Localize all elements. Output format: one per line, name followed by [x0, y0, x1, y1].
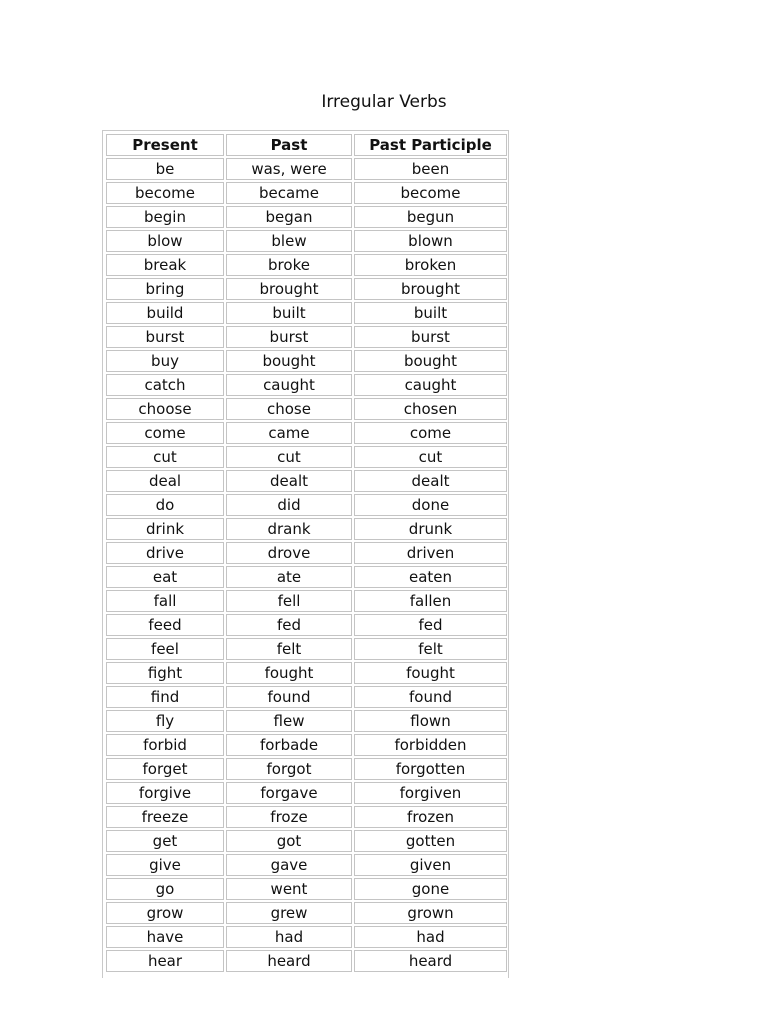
cell-present: feel: [106, 638, 224, 660]
cell-past-participle: gone: [354, 878, 507, 900]
cell-past: cut: [226, 446, 352, 468]
cell-present: give: [106, 854, 224, 876]
table-row: [106, 446, 507, 468]
column-header-present: Present: [106, 134, 224, 156]
page-title: Irregular Verbs: [321, 92, 447, 112]
cell-present: hear: [106, 950, 224, 972]
cell-past: fought: [226, 662, 352, 684]
table-row: [106, 206, 507, 228]
cell-present: begin: [106, 206, 224, 228]
table-row: [106, 758, 507, 780]
table-row: [106, 398, 507, 420]
table-row: [106, 686, 507, 708]
verbs-table: [104, 132, 509, 974]
cell-present: come: [106, 422, 224, 444]
cell-past: drank: [226, 518, 352, 540]
cell-present: become: [106, 182, 224, 204]
cell-present: find: [106, 686, 224, 708]
table-row: [106, 326, 507, 348]
cell-past-participle: forbidden: [354, 734, 507, 756]
cell-past: found: [226, 686, 352, 708]
cell-past: heard: [226, 950, 352, 972]
cell-past-participle: frozen: [354, 806, 507, 828]
table-row: [106, 710, 507, 732]
cell-past: brought: [226, 278, 352, 300]
cell-past-participle: blown: [354, 230, 507, 252]
cell-past: built: [226, 302, 352, 324]
table-row: [106, 230, 507, 252]
table-row: [106, 158, 507, 180]
cell-past-participle: done: [354, 494, 507, 516]
cell-past-participle: felt: [354, 638, 507, 660]
cell-present: eat: [106, 566, 224, 588]
cell-past-participle: become: [354, 182, 507, 204]
cell-present: fly: [106, 710, 224, 732]
cell-present: do: [106, 494, 224, 516]
cell-past: grew: [226, 902, 352, 924]
cell-past-participle: had: [354, 926, 507, 948]
column-header-past: Past: [226, 134, 352, 156]
cell-past-participle: burst: [354, 326, 507, 348]
cell-present: catch: [106, 374, 224, 396]
cell-present: get: [106, 830, 224, 852]
table-row: [106, 254, 507, 276]
cell-past-participle: chosen: [354, 398, 507, 420]
cell-past: ate: [226, 566, 352, 588]
cell-present: build: [106, 302, 224, 324]
cell-past: forgot: [226, 758, 352, 780]
cell-past: bought: [226, 350, 352, 372]
table-row: [106, 518, 507, 540]
table-row: [106, 470, 507, 492]
cell-past: did: [226, 494, 352, 516]
cell-past-participle: given: [354, 854, 507, 876]
cell-past-participle: heard: [354, 950, 507, 972]
table-row: [106, 494, 507, 516]
cell-past-participle: drunk: [354, 518, 507, 540]
cell-past-participle: been: [354, 158, 507, 180]
cell-past-participle: brought: [354, 278, 507, 300]
table-row: [106, 302, 507, 324]
cell-past: gave: [226, 854, 352, 876]
cell-past: got: [226, 830, 352, 852]
cell-present: drive: [106, 542, 224, 564]
cell-present: buy: [106, 350, 224, 372]
table-row: [106, 638, 507, 660]
table-row: [106, 782, 507, 804]
cell-past: came: [226, 422, 352, 444]
cell-past-participle: begun: [354, 206, 507, 228]
cell-present: be: [106, 158, 224, 180]
cell-past-participle: fought: [354, 662, 507, 684]
cell-past-participle: eaten: [354, 566, 507, 588]
table-row: [106, 878, 507, 900]
cell-present: forget: [106, 758, 224, 780]
cell-present: bring: [106, 278, 224, 300]
table-row: [106, 350, 507, 372]
cell-past: fell: [226, 590, 352, 612]
cell-past: dealt: [226, 470, 352, 492]
table-row: [106, 854, 507, 876]
cell-past-participle: found: [354, 686, 507, 708]
cell-past-participle: cut: [354, 446, 507, 468]
cell-past-participle: forgiven: [354, 782, 507, 804]
table-header-row: [106, 134, 507, 156]
cell-past: became: [226, 182, 352, 204]
cell-present: blow: [106, 230, 224, 252]
cell-present: burst: [106, 326, 224, 348]
table-row: [106, 566, 507, 588]
cell-past: froze: [226, 806, 352, 828]
cell-past-participle: built: [354, 302, 507, 324]
table-row: [106, 590, 507, 612]
cell-present: cut: [106, 446, 224, 468]
cell-present: break: [106, 254, 224, 276]
cell-past: was, were: [226, 158, 352, 180]
cell-past-participle: grown: [354, 902, 507, 924]
cell-present: grow: [106, 902, 224, 924]
table-row: [106, 950, 507, 972]
table-row: [106, 614, 507, 636]
cell-past: forbade: [226, 734, 352, 756]
cell-past-participle: dealt: [354, 470, 507, 492]
cell-past-participle: gotten: [354, 830, 507, 852]
cell-past: broke: [226, 254, 352, 276]
cell-past: went: [226, 878, 352, 900]
table-row: [106, 422, 507, 444]
cell-present: freeze: [106, 806, 224, 828]
cell-past-participle: come: [354, 422, 507, 444]
cell-past-participle: flown: [354, 710, 507, 732]
cell-past-participle: fallen: [354, 590, 507, 612]
cell-past: burst: [226, 326, 352, 348]
cell-past: caught: [226, 374, 352, 396]
cell-past: fed: [226, 614, 352, 636]
table-row: [106, 926, 507, 948]
table-row: [106, 734, 507, 756]
cell-past: flew: [226, 710, 352, 732]
table-row: [106, 830, 507, 852]
cell-present: feed: [106, 614, 224, 636]
cell-present: fight: [106, 662, 224, 684]
table-row: [106, 374, 507, 396]
cell-past: blew: [226, 230, 352, 252]
cell-present: forbid: [106, 734, 224, 756]
cell-past: drove: [226, 542, 352, 564]
table-row: [106, 278, 507, 300]
table-row: [106, 806, 507, 828]
table-row: [106, 902, 507, 924]
cell-past-participle: broken: [354, 254, 507, 276]
cell-present: go: [106, 878, 224, 900]
cell-present: drink: [106, 518, 224, 540]
cell-past: chose: [226, 398, 352, 420]
table-row: [106, 662, 507, 684]
cell-past-participle: forgotten: [354, 758, 507, 780]
table-row: [106, 542, 507, 564]
column-header-past-participle: Past Participle: [354, 134, 507, 156]
cell-present: have: [106, 926, 224, 948]
table-row: [106, 182, 507, 204]
cell-present: deal: [106, 470, 224, 492]
cell-past: began: [226, 206, 352, 228]
cell-present: choose: [106, 398, 224, 420]
cell-past-participle: driven: [354, 542, 507, 564]
cell-past-participle: caught: [354, 374, 507, 396]
cell-past: forgave: [226, 782, 352, 804]
verbs-table-frame: [102, 130, 509, 978]
cell-past: had: [226, 926, 352, 948]
cell-present: forgive: [106, 782, 224, 804]
cell-past-participle: bought: [354, 350, 507, 372]
cell-present: fall: [106, 590, 224, 612]
cell-past: felt: [226, 638, 352, 660]
cell-past-participle: fed: [354, 614, 507, 636]
